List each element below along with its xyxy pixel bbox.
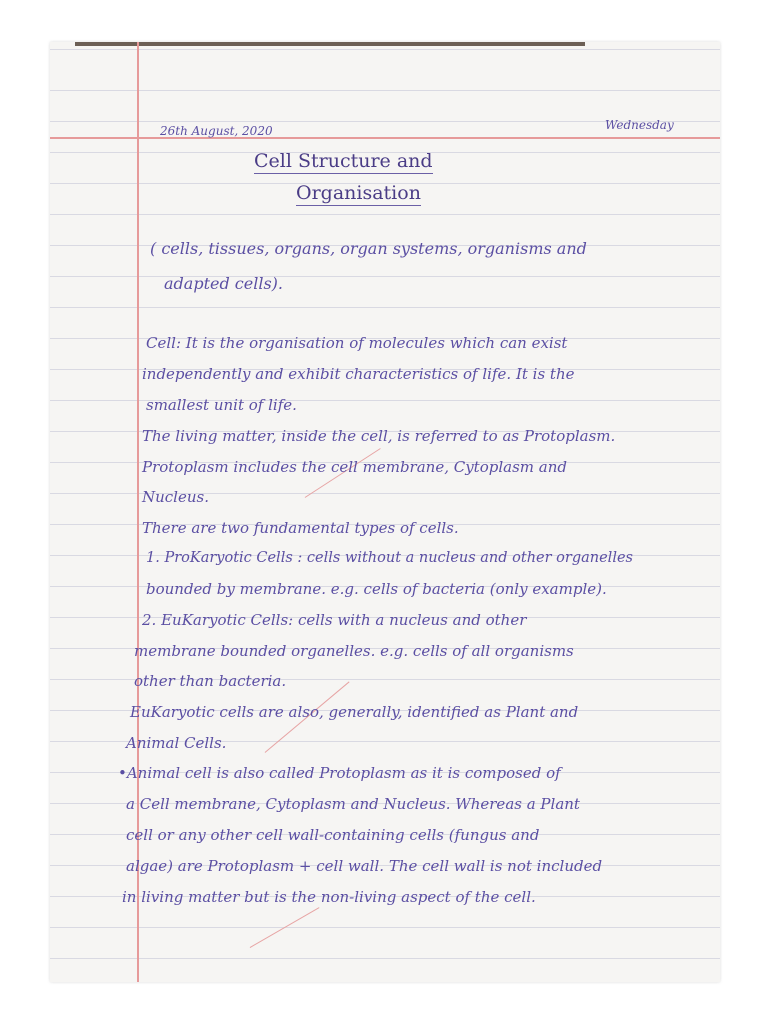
body-line: membrane bounded organelles. e.g. cells of all organisms (134, 642, 574, 660)
body-line: other than bacteria. (134, 672, 287, 690)
body-line: cell or any other cell wall-containing cells (fungus and (126, 826, 540, 844)
page-title-line-2: Organisation (296, 182, 421, 204)
body-line: in living matter but is the non-living aspect of the cell. (122, 888, 536, 906)
body-line: •Animal cell is also called Protoplasm as it is composed of (118, 764, 561, 782)
body-line: There are two fundamental types of cells. (142, 519, 459, 537)
weekday: Wednesday (605, 118, 674, 132)
notebook-page (50, 42, 720, 982)
page-top-edge (75, 42, 585, 46)
body-line: independently and exhibit characteristics of life. It is the (142, 365, 575, 383)
body-line: EuKaryotic cells are also, generally, identified as Plant and (130, 703, 579, 721)
body-line: smallest unit of life. (146, 396, 297, 414)
body-line: Nucleus. (142, 488, 209, 506)
body-line: Protoplasm includes the cell membrane, Cytoplasm and (142, 458, 567, 476)
body-line: a Cell membrane, Cytoplasm and Nucleus. Whereas a Plant (126, 795, 580, 813)
subtitle-line-2: adapted cells). (164, 274, 283, 293)
body-line: Cell: It is the organisation of molecules which can exist (146, 334, 568, 352)
body-line: algae) are Protoplasm + cell wall. The cell wall is not included (126, 857, 603, 875)
page-title-line-1: Cell Structure and (254, 150, 433, 172)
date: 26th August, 2020 (160, 124, 273, 138)
body-line: 2. EuKaryotic Cells: cells with a nucleus and other (142, 611, 527, 629)
body-line: 1. ProKaryotic Cells : cells without a nucleus and other organelles (146, 550, 633, 566)
body-line: bounded by membrane. e.g. cells of bacteria (only example). (146, 580, 607, 598)
subtitle-line-1: ( cells, tissues, organs, organ systems, organisms and (150, 239, 587, 258)
body-line: The living matter, inside the cell, is referred to as Protoplasm. (142, 427, 616, 445)
body-line: Animal Cells. (126, 734, 227, 752)
header-line (50, 137, 720, 139)
pen-stroke (250, 907, 320, 948)
